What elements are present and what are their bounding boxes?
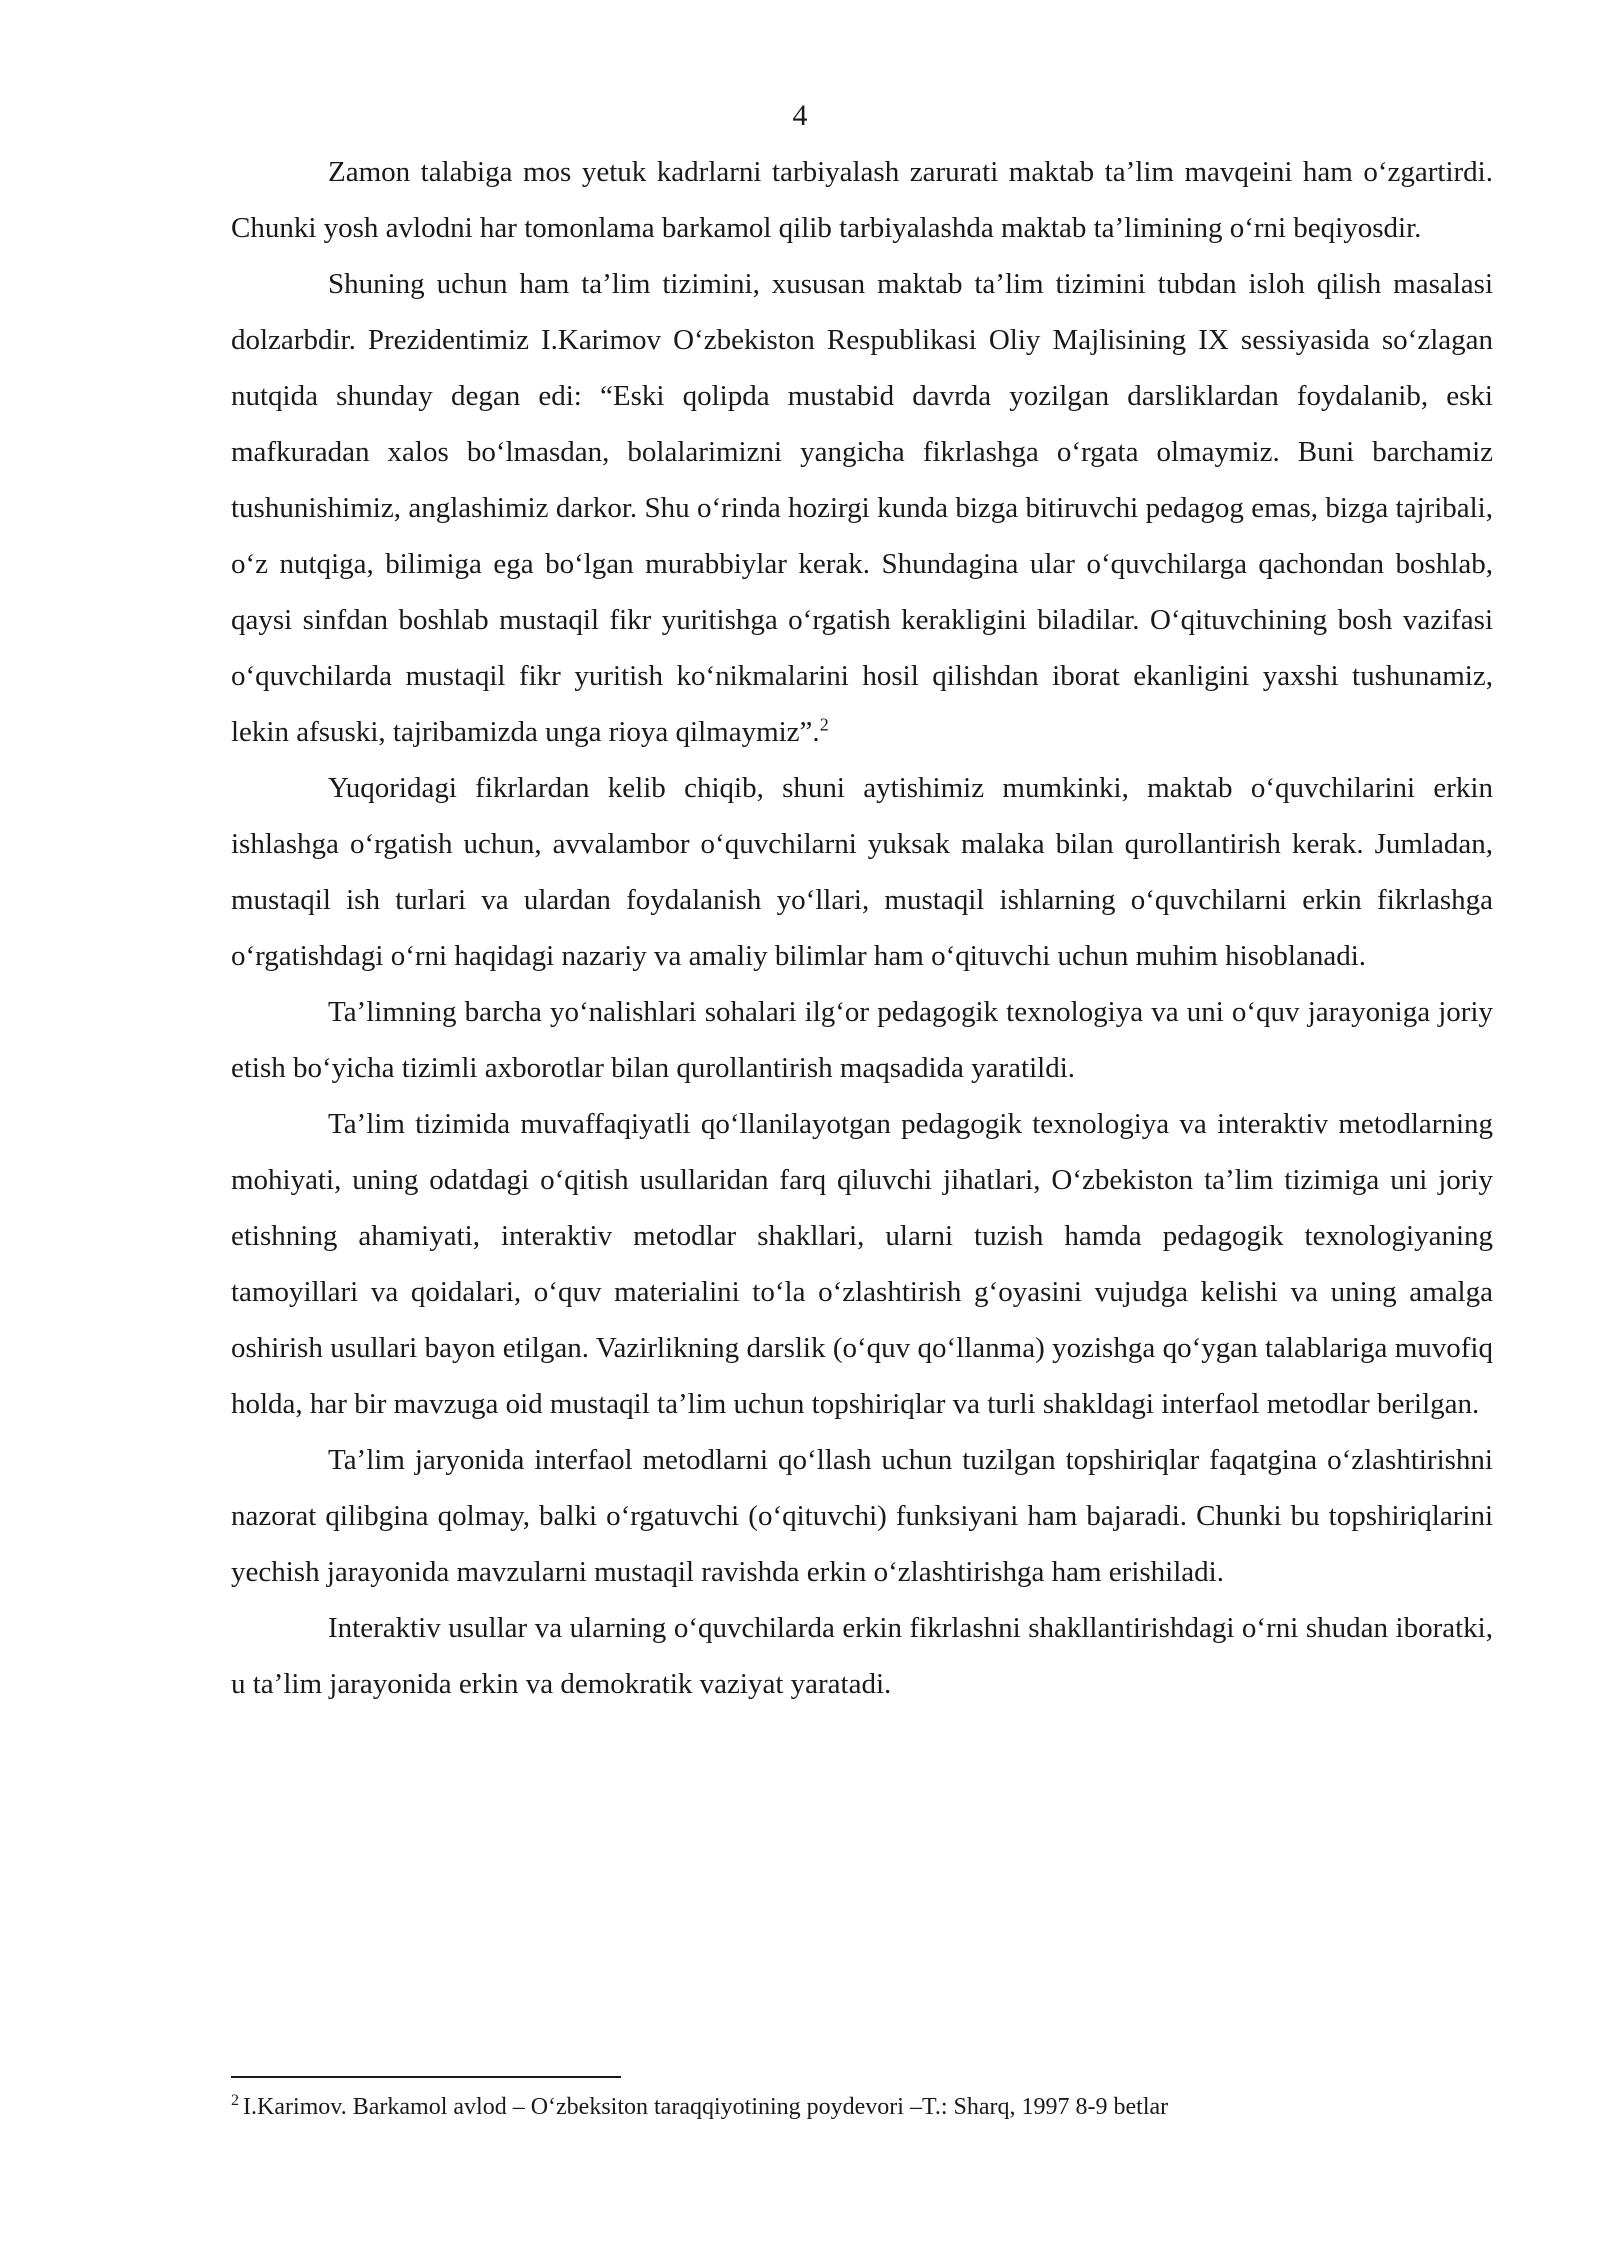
footnote	[231, 2092, 1493, 2122]
paragraph-text: Interaktiv usullar va ularning o‘quvchilarda erkin fikrlashni shakllantirishdagi o‘rni shudan iboratki, u ta’lim jarayonida erkin va demokratik vaziyat yaratadi.	[231, 1612, 1493, 1700]
paragraph-text: Ta’lim tizimida muvaffaqiyatli qo‘llanilayotgan pedagogik texnologiya va interaktiv metodlarning mohiyati, uning odatdagi o‘qitish usullaridan farq qiluvchi jihatlari, O‘zbekiston ta’lim tizimiga uni joriy etishning ahamiyati, interaktiv metodlar shakllari, ularni tuzish hamda pedagogik texnologiyaning tamoyillari va qoidalari, o‘quv materialini to‘la o‘zlashtirish g‘oyasini vujudga kelishi va uning amalga oshirish usullari bayon etilgan. Vazirlikning darslik (o‘quv qo‘llanma) yozishga qo‘ygan talablariga muvofiq holda, har bir mavzuga oid mustaqil ta’lim uchun topshiriqlar va turli shakldagi interfaol metodlar berilgan.	[231, 1108, 1493, 1420]
paragraph	[231, 984, 1493, 1096]
paragraph	[231, 144, 1493, 256]
footnote-separator	[231, 2076, 621, 2078]
paragraph	[231, 1432, 1493, 1600]
page-number: 4	[792, 99, 808, 132]
paragraph-text: Ta’lim jaryonida interfaol metodlarni qo‘llash uchun tuzilgan topshiriqlar faqatgina o‘zlashtirishni nazorat qilibgina qolmay, balki o‘rgatuvchi (o‘qituvchi) funksiyani ham bajaradi. Chunki bu topshiriqlarini yechish jarayonida mavzularni mustaqil ravishda erkin o‘zlashtirishga ham erishiladi.	[231, 1444, 1493, 1588]
paragraph-text: Yuqoridagi fikrlardan kelib chiqib, shuni aytishimiz mumkinki, maktab o‘quvchilarini erkin ishlashga o‘rgatish uchun, avvalambor o‘quvchilarni yuksak malaka bilan qurollantirish kerak. Jumladan, mustaqil ish turlari va ulardan foydalanish yo‘llari, mustaqil ishlarning o‘quvchilarni erkin fikrlashga o‘rgatishdagi o‘rni haqidagi nazariy va amaliy bilimlar ham o‘qituvchi uchun muhim hisoblanadi.	[231, 772, 1493, 972]
footnote-text: I.Karimov. Barkamol avlod – O‘zbeksiton taraqqiyotining poydevori –T.: Sharq, 1997 8-9 betlar	[243, 2094, 1169, 2120]
paragraph-text: Shuning uchun ham ta’lim tizimini, xususan maktab ta’lim tizimini tubdan isloh qilish masalasi dolzarbdir. Prezidentimiz I.Karimov O‘zbekiston Respublikasi Oliy Majlisining IX sessiyasida so‘zlagan nutqida shunday degan edi: “Eski qolipda mustabid davrda yozilgan darsliklardan foydalanib, eski mafkuradan xalos bo‘lmasdan, bolalarimizni yangicha fikrlashga o‘rgata olmaymiz. Buni barchamiz tushunishimiz, anglashimiz darkor. Shu o‘rinda hozirgi kunda bizga bitiruvchi pedagog emas, bizga tajribali, o‘z nutqiga, bilimiga ega bo‘lgan murabbiylar kerak. Shundagina ular o‘quvchilarga qachondan boshlab, qaysi sinfdan boshlab mustaqil fikr yuritishga o‘rgatish kerakligini biladilar. O‘qituvchining bosh vazifasi o‘quvchilarda mustaqil fikr yuritish ko‘nikmalarini hosil qilishdan iborat ekanligini yaxshi tushunamiz, lekin afsuski, tajribamizda unga rioya qilmaymiz”.	[231, 268, 1493, 748]
paragraph	[231, 760, 1493, 984]
paragraph	[231, 256, 1493, 760]
paragraph-text: Ta’limning barcha yo‘nalishlari sohalari ilg‘or pedagogik texnologiya va uni o‘quv jarayoniga joriy etish bo‘yicha tizimli axborotlar bilan qurollantirish maqsadida yaratildi.	[231, 996, 1493, 1084]
document-body	[231, 144, 1493, 1712]
paragraph	[231, 1600, 1493, 1712]
footnote-number: 2	[231, 2092, 239, 2109]
paragraph	[231, 1096, 1493, 1432]
footnote-reference[interactable]: 2	[819, 714, 829, 735]
paragraph-text: Zamon talabiga mos yetuk kadrlarni tarbiyalash zarurati maktab ta’lim mavqeini ham o‘zgartirdi. Chunki yosh avlodni har tomonlama barkamol qilib tarbiyalashda maktab ta’limining o‘rni beqiyosdir.	[231, 156, 1493, 244]
